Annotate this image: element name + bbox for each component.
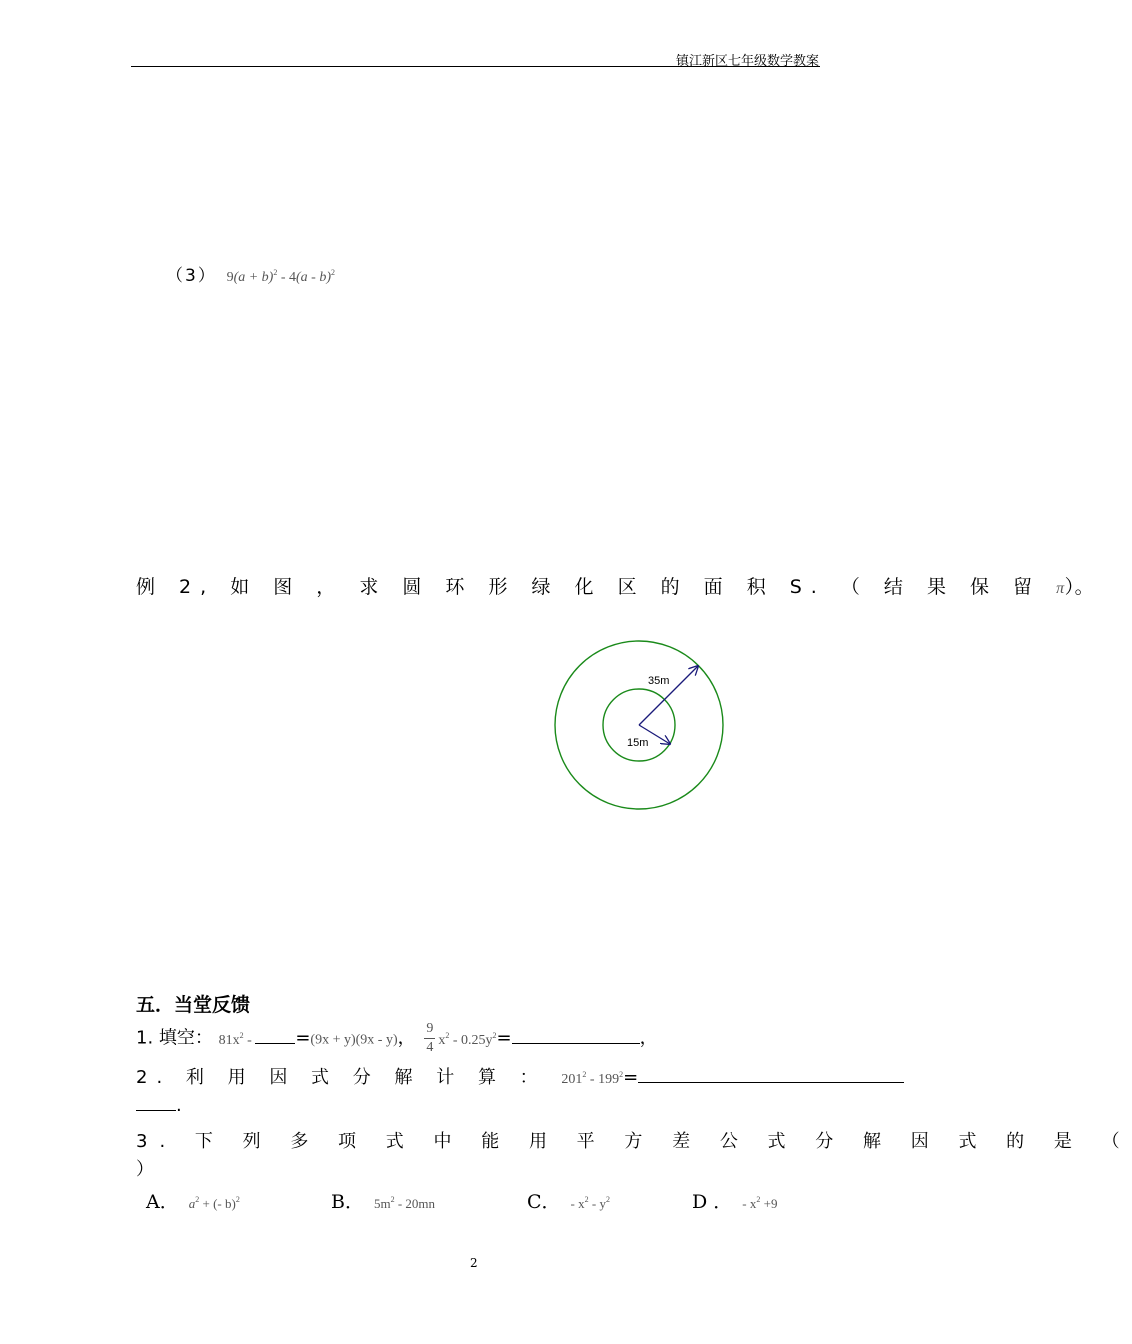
option-c[interactable]: C． - $x^2 - y^2$ [527,1191,610,1213]
inner-radius-label: 15m [627,737,649,749]
ring-figure [552,640,727,812]
page-number: 2 [470,1256,478,1270]
pi-symbol: π [1056,580,1065,597]
question-1-blank-1[interactable] [255,1029,295,1044]
option-d[interactable]: D ． - $x^2 +9$ [692,1191,778,1213]
question-1-blank-2[interactable] [512,1029,640,1044]
question-2-blank[interactable] [638,1068,904,1083]
question-3-close: ） [136,1159,154,1180]
problem-3-expression: $9(a + b)^2 - 4(a - b)^2$ [226,268,336,285]
header-rule [131,66,820,67]
question-3: 3. 下 列 多 项 式 中 能 用 平 方 差 公 式 分 解 因 式 的 是 （ [136,1131,1132,1152]
example-2-suffix: ）。 [1064,576,1095,598]
page-header-title: 镇江新区七年级数学教案 [675,54,819,69]
question-3-options [146,1187,826,1213]
example-2-prefix: 例 2, 如 图 ， [136,576,345,598]
outer-radius-label: 35m [648,675,670,687]
problem-3 [166,261,335,286]
option-b[interactable]: B． $5m^2 - 20mn$ [331,1191,436,1213]
fraction-9-4: $\frac{9}{4}$ [426,1021,434,1055]
question-2-label: 2. 利 用 因 式 分 解 计 算 ： [136,1067,547,1088]
question-1-term: $81x^2$ - [218,1030,256,1048]
question-1-factor: (9x + y)(9x - y) [310,1032,398,1048]
question-1-label: 1. 填空： [136,1027,213,1049]
question-1-term-2: $x^2 - 0.25y^2$ [438,1030,497,1048]
section-title: 五．当堂反馈 [136,994,251,1016]
question-2-continued: . [136,1095,182,1116]
ring-diagram [552,640,727,812]
example-2-body: 求 圆 环 形 绿 化 区 的 面 积 S. （ 结 果 保 留 [344,576,1057,598]
question-2-blank-cont[interactable] [136,1096,176,1111]
question-1: 1. 填空： $81x^2 - =(9x + y)(9x - y)$， $\frac{9}{4}$ $x^2 - 0.25y^2=$ ， [136,1021,658,1055]
question-2-expression: $201^2 - 199^2$ [561,1070,624,1087]
example-2-text [136,572,1094,599]
problem-3-label: （3） [166,266,217,286]
option-a[interactable]: A． $a^2$ + (- b)$^2$ [146,1191,240,1213]
question-2: 2. 利 用 因 式 分 解 计 算 ： $201^2 - 199^2=$ [136,1063,904,1089]
